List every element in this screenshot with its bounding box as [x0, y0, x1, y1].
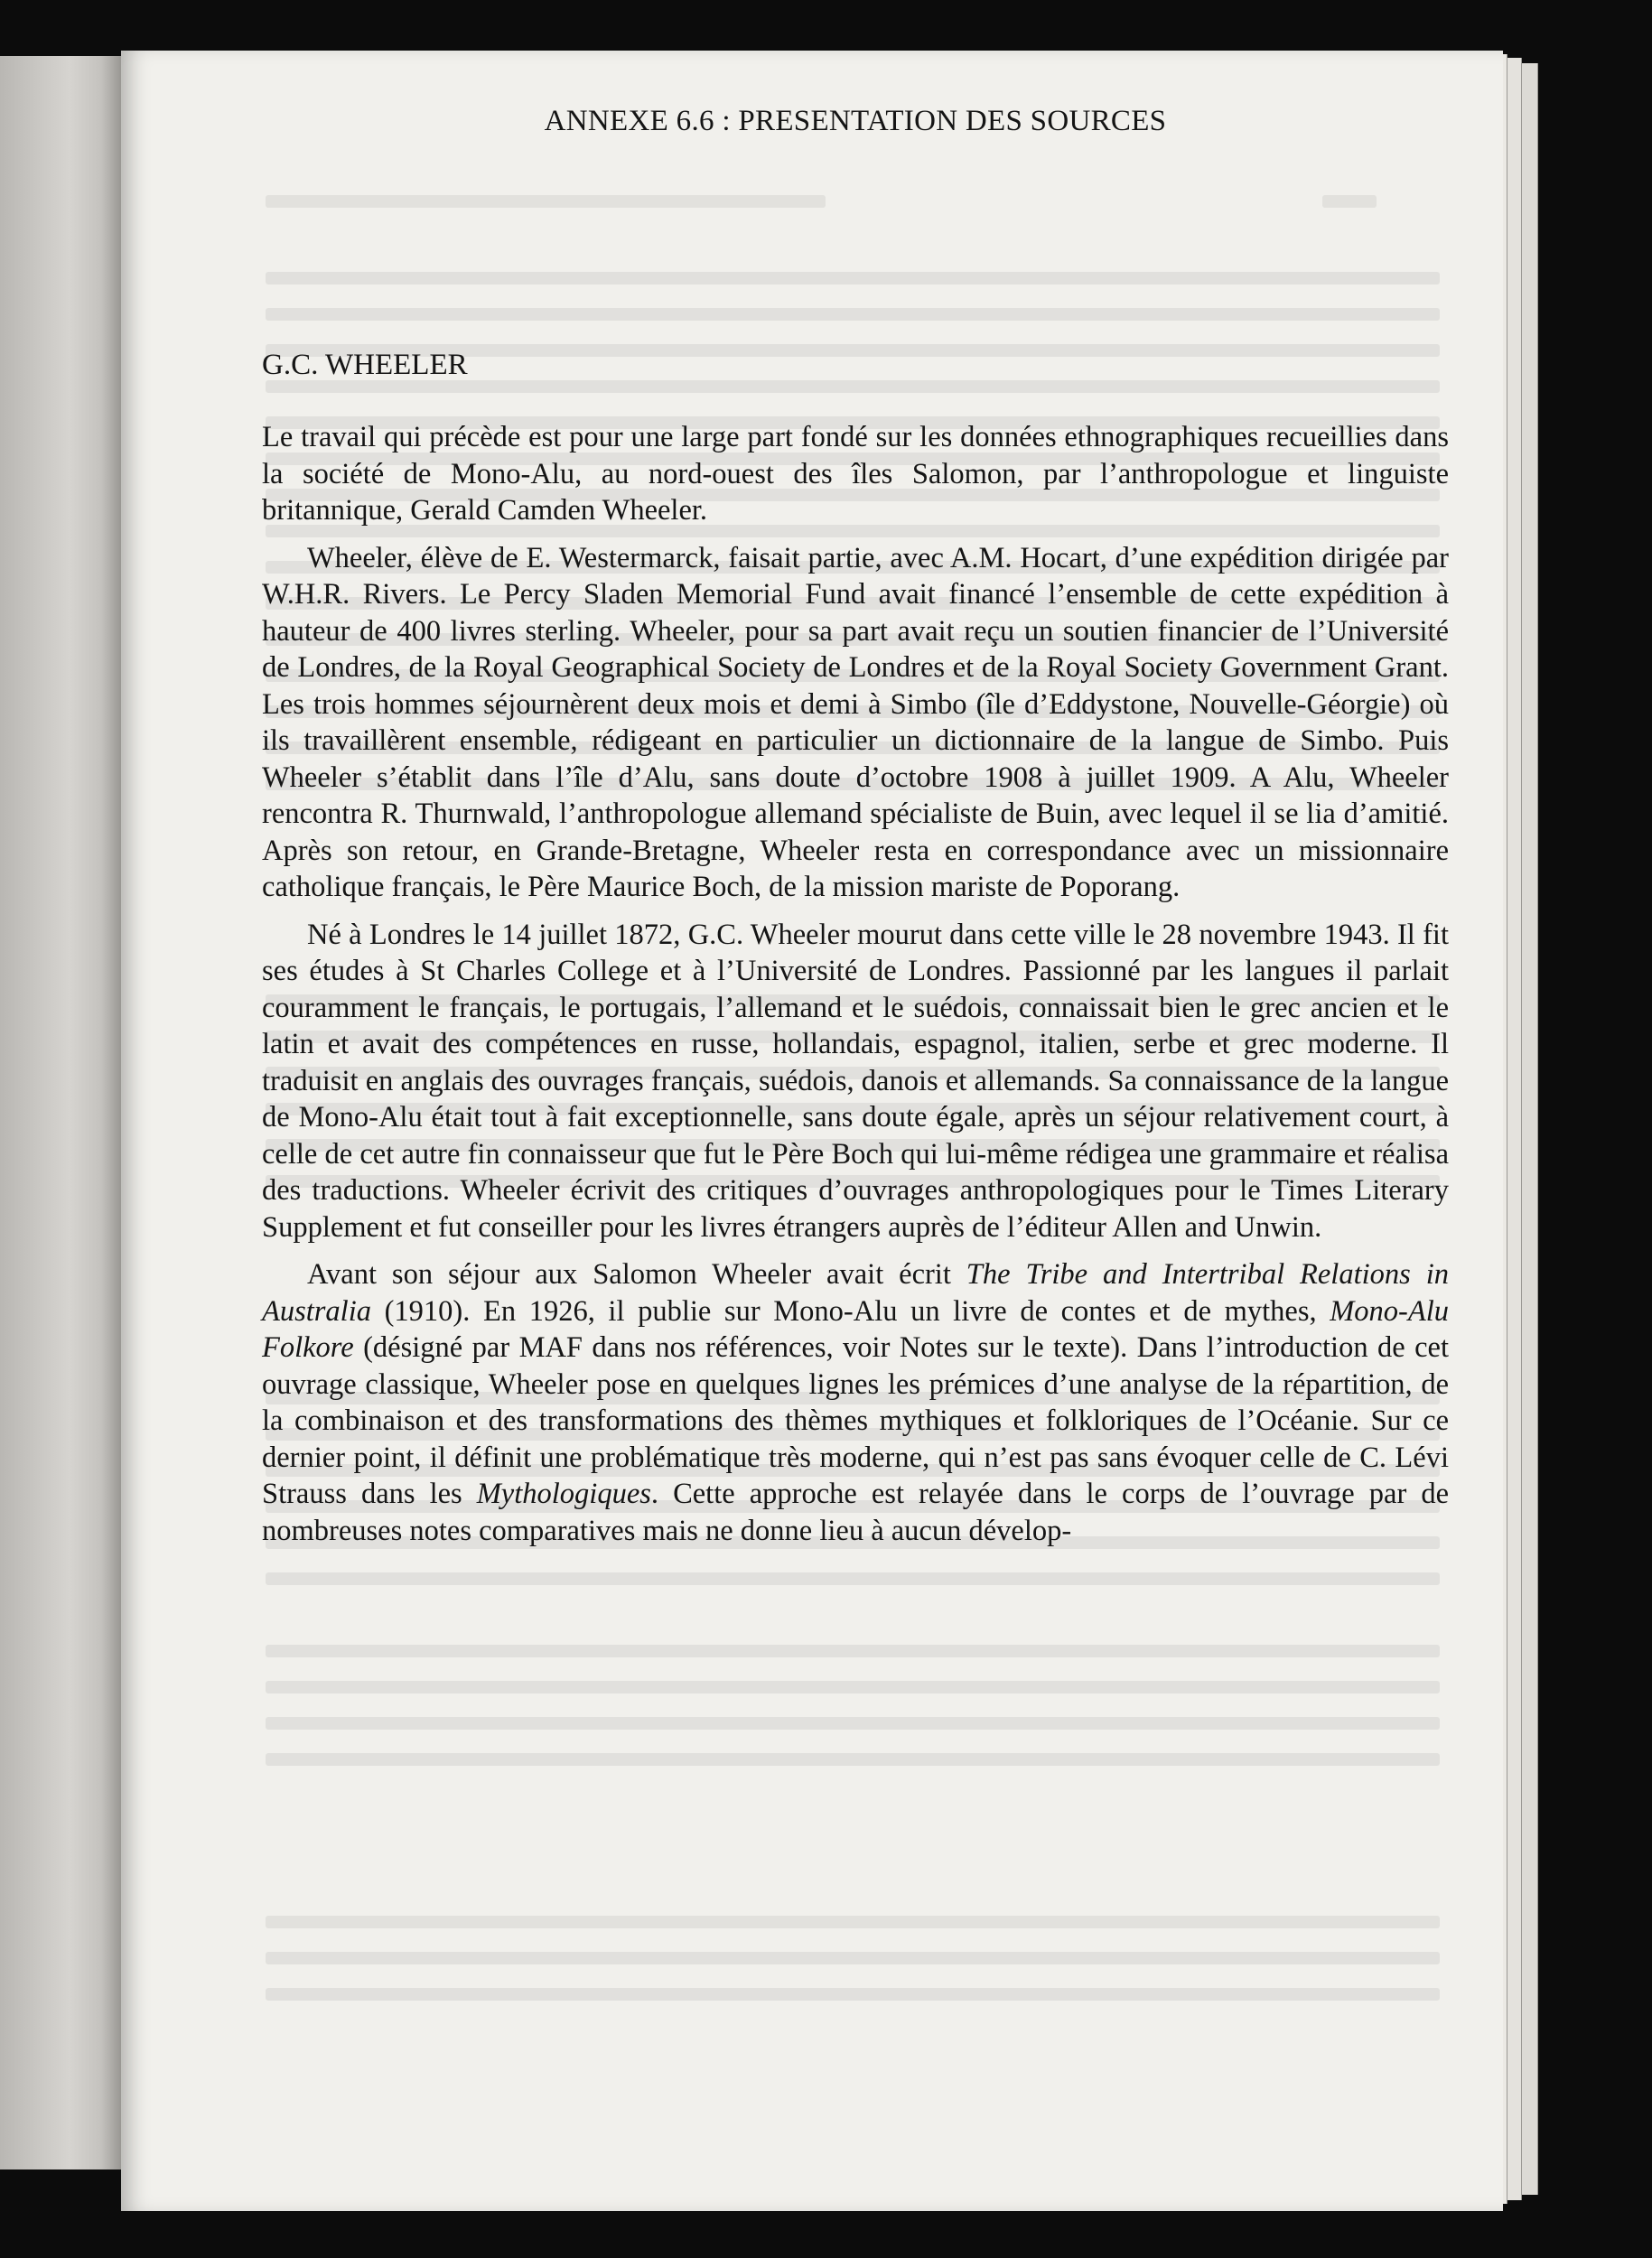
text-run: . Cette approche est relayée dans le corps de l’ouvrage par de nombreuses notes comparatives mais ne donne lieu à aucun dévelop-: [262, 1478, 1449, 1547]
facing-page-edge: [0, 56, 126, 2169]
text-run: Avant son séjour aux Salomon Wheeler avait écrit: [307, 1258, 966, 1291]
book-title: Mono-Alu Folkore: [262, 1294, 1449, 1364]
annex-heading: ANNEXE 6.6 : PRESENTATION DES SOURCES: [544, 105, 1167, 137]
book-page: [121, 51, 1503, 2211]
paragraph-1: Le travail qui précède est pour une large part fondé sur les données ethnographiques recueillies dans la société de Mono-Alu, au nord-ouest des îles Salomon, par l’anthropologue et linguiste britannique, Gerald Camden Wheeler.: [262, 421, 1449, 527]
section-title: G.C. WHEELER: [262, 349, 468, 381]
text-run: (1910). En 1926, il publie sur Mono-Alu un livre de contes et de mythes,: [371, 1294, 1330, 1328]
paragraph-2: Wheeler, élève de E. Westermarck, faisait partie, avec A.M. Hocart, d’une expédition dirigée par W.H.R. Rivers. Le Percy Sladen Memorial Fund avait financé l’ensemble de cette expédition à hauteur de 400 livres sterling. Wheeler, pour sa part avait reçu un soutien financier de l’Université de Londres, de la Royal Geographical Society de Londres et de la Royal Society Government Grant. Les trois hommes séjournèrent deux mois et demi à Simbo (île d’Eddystone, Nouvelle-Géorgie) où ils travaillèrent ensemble, rédigeant en particulier un dictionnaire de la langue de Simbo. Puis Wheeler s’établit dans l’île d’Alu, sans doute d’octobre 1908 à juillet 1909. A Alu, Wheeler rencontra R. Thurnwald, l’anthropologue allemand spécialiste de Buin, avec lequel il se lia d’amitié. Après son retour, en Grande-Bretagne, Wheeler resta en correspondance avec un missionnaire catholique français, le Père Maurice Boch, de la mission mariste de Poporang.: [262, 541, 1449, 903]
paragraph-3: Né à Londres le 14 juillet 1872, G.C. Wheeler mourut dans cette ville le 28 novembre 1943. Il fit ses études à St Charles College et à l’Université de Londres. Passionné par les langues il parlait couramment le français, le portugais, l’allemand et le suédois, connaissait bien le grec ancien et le latin et avait des compétences en russe, hollandais, espagnol, italien, serbe et grec moderne. Il traduisit en anglais des ouvrages français, suédois, danois et allemands. Sa connaissance de la langue de Mono-Alu était tout à fait exceptionnelle, sans doute égale, après un séjour relativement court, à celle de cet autre fin connaisseur que fut le Père Boch qui lui-même rédigea une grammaire et réalisa des traductions. Wheeler écrivit des critiques d’ouvrages anthropologiques pour le Times Literary Supplement et fut conseiller pour les livres étrangers auprès de l’éditeur Allen and Unwin.: [262, 918, 1449, 1244]
paragraph-4: [262, 1256, 1449, 1549]
text-run: (désigné par MAF dans nos références, voir Notes sur le texte). Dans l’introduction de cet ouvrage classique, Wheeler pose en quelques lignes les prémices d’une analyse de la répartition, de la combinaison et des transformations des thèmes mythiques et folkloriques de l’Océanie. Sur ce dernier point, il définit une problématique très moderne, qui n’est pas sans évoquer celle de C. Lévi Strauss dans les: [262, 1331, 1449, 1510]
page-body: [262, 419, 1449, 1560]
book-title: Mythologiques: [476, 1478, 651, 1510]
book-title: The Tribe and Intertribal Relations in Australia: [262, 1258, 1449, 1328]
